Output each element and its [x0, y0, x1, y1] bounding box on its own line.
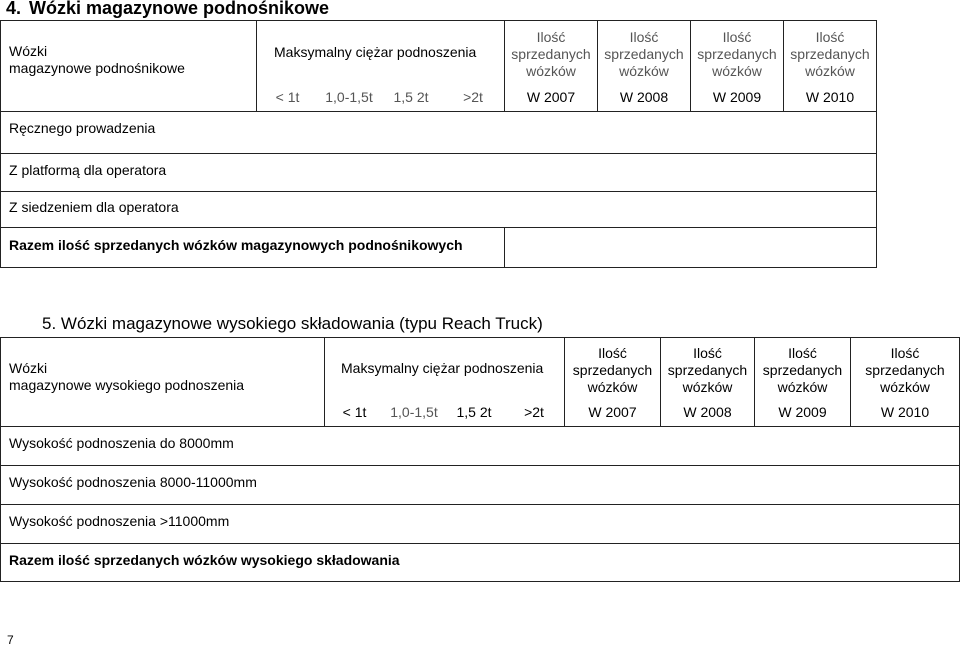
table-reach-capacity-15to2: 1,5 2t [444, 398, 504, 427]
table-forklifts-capacity-1to15: 1,0-1,5t [318, 84, 380, 112]
table-reach-total-label: Razem ilość sprzedanych wózków wysokiego składowania [0, 544, 960, 582]
table-reach-capacity-1to15: 1,0-1,5t [384, 398, 444, 427]
table-forklifts-sales-header-2007: Ilość sprzedanych wózków [504, 20, 597, 84]
table-forklifts-row-manual: Ręcznego prowadzenia [0, 112, 877, 154]
table-reach-year-2009: W 2009 [754, 398, 850, 427]
table-reach-row-upto-8000: Wysokość podnoszenia do 8000mm [0, 427, 960, 466]
table-reach-capacity-gt2: >2t [504, 398, 564, 427]
table-forklifts-capacity-header: Maksymalny ciężar podnoszenia [256, 20, 504, 84]
table-forklifts-year-2010: W 2010 [783, 84, 877, 112]
section-4-title-text: Wózki magazynowe podnośnikowe [29, 0, 330, 18]
table-forklifts-year-2009: W 2009 [690, 84, 783, 112]
table-reach-year-2010: W 2010 [850, 398, 960, 427]
table-reach-corner-label: Wózki magazynowe wysokiego podnoszenia [0, 337, 324, 427]
table-reach-year-2007: W 2007 [564, 398, 660, 427]
table-reach-row-over-11000: Wysokość podnoszenia >11000mm [0, 505, 960, 544]
table-reach-capacity-lt1: < 1t [324, 398, 384, 427]
table-forklifts-total-value [505, 228, 877, 268]
table-forklifts-year-2007: W 2007 [504, 84, 597, 112]
page-number: 7 [7, 633, 14, 647]
section-5-number: 5. [42, 314, 57, 333]
table-forklifts-sales-header-2009: Ilość sprzedanych wózków [690, 20, 783, 84]
table-reach-year-2008: W 2008 [660, 398, 754, 427]
table-forklifts-sales-header-2008: Ilość sprzedanych wózków [597, 20, 690, 84]
table-forklifts-sales-header-2010: Ilość sprzedanych wózków [783, 20, 877, 84]
table-forklifts-corner-label: Wózki magazynowe podnośnikowe [0, 20, 256, 112]
table-forklifts-capacity-15to2: 1,5 2t [380, 84, 442, 112]
table-reach-sales-header-2009: Ilość sprzedanych wózków [754, 337, 850, 398]
table-forklifts-year-2008: W 2008 [597, 84, 690, 112]
table-reach-capacity-header: Maksymalny ciężar podnoszenia [324, 337, 564, 398]
table-forklifts-row-platform: Z platformą dla operatora [0, 154, 877, 192]
section-4-number: 4. [6, 0, 22, 18]
table-forklifts-capacity-lt1: < 1t [256, 84, 318, 112]
table-forklifts-row-seat: Z siedzeniem dla operatora [0, 192, 877, 228]
table-reach-sales-header-2007: Ilość sprzedanych wózków [564, 337, 660, 398]
section-4-title [6, 0, 329, 20]
table-reach-sales-header-2010: Ilość sprzedanych wózków [850, 337, 960, 398]
table-reach-row-8000-11000: Wysokość podnoszenia 8000-11000mm [0, 466, 960, 505]
table-reach-sales-header-2008: Ilość sprzedanych wózków [660, 337, 754, 398]
section-5-title [42, 311, 543, 337]
table-forklifts-total-label: Razem ilość sprzedanych wózków magazynowych podnośnikowych [0, 228, 505, 268]
section-5-title-text: Wózki magazynowe wysokiego składowania (typu Reach Truck) [60, 314, 543, 333]
table-forklifts-capacity-gt2: >2t [442, 84, 504, 112]
